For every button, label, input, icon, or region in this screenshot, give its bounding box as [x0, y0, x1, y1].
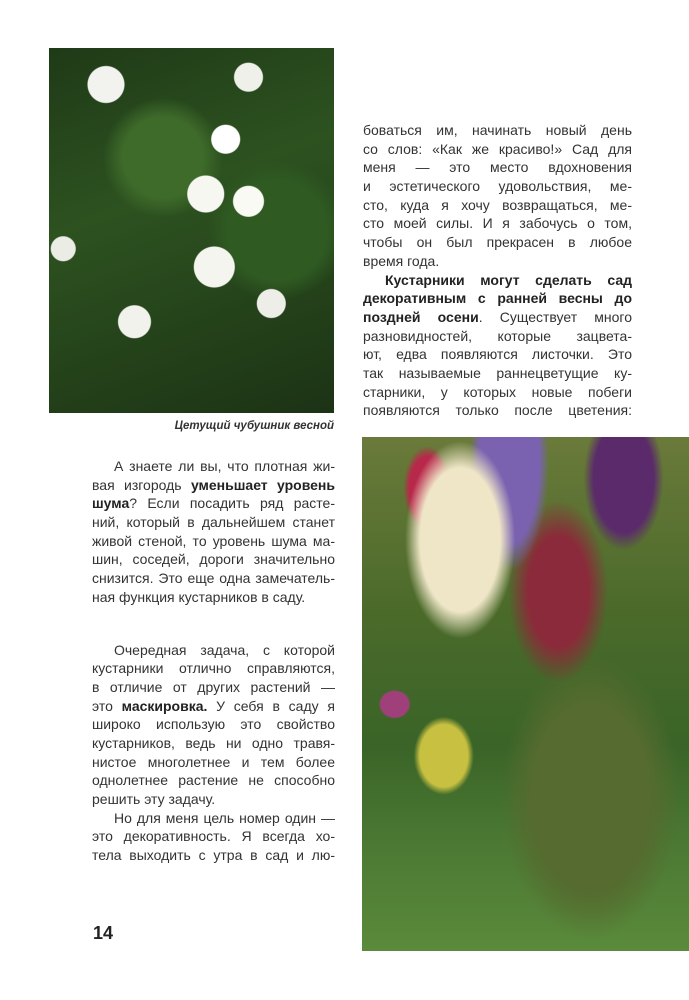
text: это декоративность. Я всегда хо-	[92, 828, 335, 845]
text: сто, куда я хочу возвращаться, ме-	[363, 196, 632, 213]
text-line	[363, 233, 632, 252]
text-line	[92, 532, 335, 551]
text-line	[92, 790, 335, 809]
text: ний, который в дальнейшем станет	[92, 514, 335, 531]
text-line	[363, 177, 632, 196]
text: шин, соседей, дороги значительно	[92, 551, 335, 568]
text-line	[92, 827, 335, 846]
text-column-right	[363, 121, 632, 420]
text: время года.	[363, 252, 440, 269]
text: меня — это место вдохновения	[363, 159, 632, 176]
text-line	[363, 345, 632, 364]
text-line	[92, 753, 335, 772]
bold-text: уменьшает уровень	[190, 476, 335, 493]
text: кустарников, ведь ни одно травя-	[92, 734, 335, 751]
text-line	[92, 846, 335, 865]
text: боваться им, начинать новый день	[363, 122, 632, 138]
paragraph	[92, 457, 335, 607]
text-line	[92, 734, 335, 753]
bold-text: маскировка.	[121, 697, 208, 714]
text-line	[92, 569, 335, 588]
text-line	[92, 513, 335, 532]
text: появляются только после цветения:	[363, 402, 632, 419]
page-number: 14	[93, 923, 114, 943]
text-line	[92, 550, 335, 569]
text-line	[363, 121, 632, 140]
text: старники, у которых новые побеги	[363, 383, 632, 400]
text: живой стеной, то уровень шума ма-	[92, 532, 335, 549]
text-line	[363, 401, 632, 420]
text-line	[92, 641, 335, 660]
text-line	[363, 158, 632, 177]
bold-text: Кустарники могут сделать сад	[385, 271, 632, 288]
text-line	[92, 715, 335, 734]
text: это	[92, 697, 122, 714]
text: и эстетического удовольствия, ме-	[363, 178, 632, 195]
text-line	[92, 476, 335, 495]
text: однолетнее растение не способно	[92, 772, 335, 789]
text: Очередная задача, с которой	[114, 641, 335, 658]
paragraph	[92, 641, 335, 809]
text-line	[363, 271, 632, 290]
text-line	[363, 327, 632, 346]
text-column-left	[92, 457, 335, 865]
bold-text: декоративным с ранней весны до	[363, 290, 632, 307]
text-line	[363, 308, 632, 327]
text-line	[363, 196, 632, 215]
text: со слов: «Как же красиво!» Сад для	[363, 140, 632, 157]
text: чтобы он был прекрасен в любое	[363, 234, 632, 251]
text: А знаете ли вы, что плотная жи-	[114, 458, 335, 474]
text: тела выходить с утра в сад и лю-	[92, 847, 335, 864]
text-line	[92, 457, 335, 476]
paragraph	[363, 121, 632, 271]
bold-text: поздней осени	[363, 308, 479, 325]
text: ют, едва появляются листочки. Это	[363, 346, 632, 363]
text-line	[92, 659, 335, 678]
paragraph	[92, 809, 335, 865]
text-line	[92, 697, 335, 716]
text: Но для меня цель номер один —	[114, 809, 335, 826]
text-line	[363, 252, 632, 271]
text-line	[363, 140, 632, 159]
paragraph	[363, 271, 632, 421]
text-line	[92, 678, 335, 697]
text: нистое многолетнее и тем более	[92, 753, 335, 770]
text: в отличие от других растений —	[92, 678, 335, 695]
text: так называемые раннецветущие ку-	[363, 364, 632, 381]
text-line	[363, 214, 632, 233]
photo-flower-garden	[362, 437, 689, 951]
text: ная функция кустарников в саду.	[92, 588, 306, 605]
text: широко использую это свойство	[92, 716, 335, 733]
text: вая изгородь	[92, 476, 191, 493]
text: кустарники отлично справляются,	[92, 660, 335, 677]
text-line	[363, 383, 632, 402]
photo-caption: Цетущий чубушник весной	[174, 420, 334, 432]
text: ? Если посадить ряд расте-	[129, 495, 335, 512]
text: решить эту задачу.	[92, 791, 216, 807]
photo-blooming-mock-orange	[49, 48, 334, 413]
text-line	[92, 588, 335, 607]
text-line	[363, 364, 632, 383]
text-line	[363, 289, 632, 308]
text: У себя в саду я	[207, 697, 335, 714]
text: разновидностей, которые зацвета-	[363, 327, 632, 344]
text: сто моей силы. И я забочусь о том,	[363, 215, 632, 232]
text: . Существует много	[478, 308, 632, 325]
bold-text: шума	[92, 495, 130, 512]
text-line	[92, 809, 335, 828]
text-line	[92, 771, 335, 790]
text-line	[92, 494, 335, 513]
text: снизится. Это еще одна замечатель-	[92, 570, 335, 587]
